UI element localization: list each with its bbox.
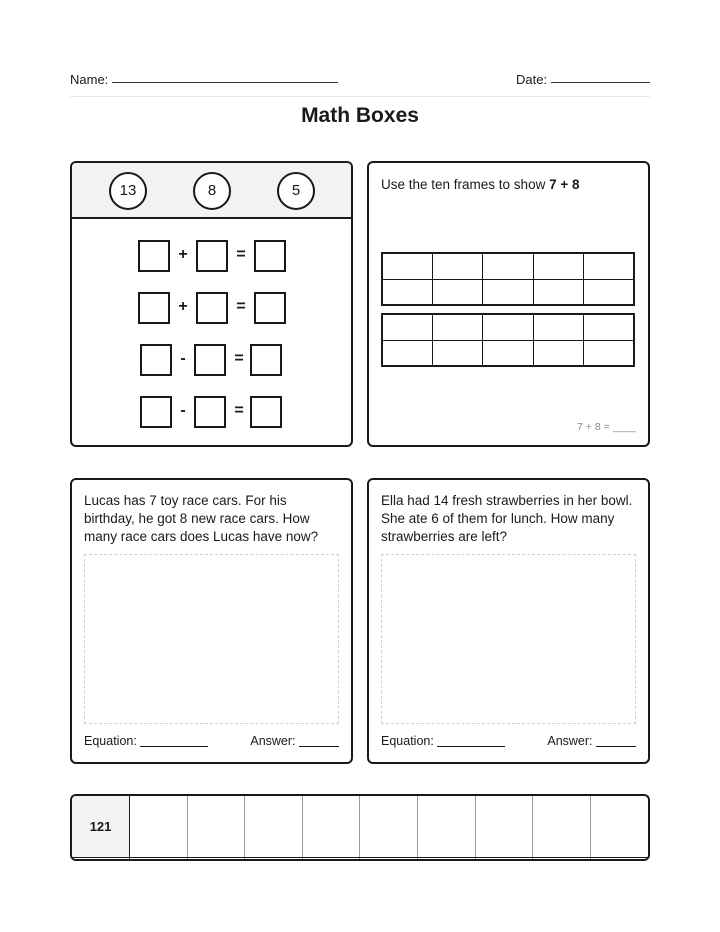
- header-divider: [70, 96, 650, 97]
- number-cell[interactable]: [533, 796, 591, 857]
- number-cell[interactable]: [130, 857, 188, 859]
- work-area[interactable]: [84, 554, 339, 724]
- number-cell[interactable]: [245, 796, 303, 857]
- number-cell[interactable]: [187, 857, 245, 859]
- number-cell[interactable]: [187, 796, 245, 857]
- answer-field[interactable]: Answer:: [250, 734, 339, 748]
- equals-sign: =: [236, 298, 246, 315]
- number-cell[interactable]: [533, 857, 591, 859]
- number-cell[interactable]: [130, 796, 188, 857]
- answer-box[interactable]: [194, 344, 226, 376]
- plus-sign: +: [178, 298, 188, 315]
- word-problem-card: [70, 478, 353, 764]
- number-circle: 8: [193, 172, 231, 210]
- number-chart-start: 121: [72, 796, 130, 857]
- number-cell[interactable]: [72, 857, 130, 859]
- answer-box[interactable]: [138, 292, 170, 324]
- word-problem-text: Lucas has 7 toy race cars. For his birthday, he got 8 new race cars. How many race cars does Lucas have now?: [84, 493, 319, 544]
- number-circle: 13: [109, 172, 147, 210]
- minus-sign: -: [180, 402, 186, 419]
- number-cell[interactable]: [475, 796, 533, 857]
- equation-field[interactable]: Equation:: [84, 734, 208, 748]
- answer-box[interactable]: [194, 396, 226, 428]
- equation-field[interactable]: Equation:: [381, 734, 505, 748]
- equals-sign: =: [234, 350, 244, 367]
- name-field[interactable]: [112, 82, 338, 83]
- answer-field[interactable]: Answer:: [547, 734, 636, 748]
- number-cell[interactable]: [590, 857, 648, 859]
- worksheet-header: [70, 70, 650, 94]
- fact-family-card: [70, 161, 353, 447]
- answer-box[interactable]: [254, 240, 286, 272]
- date-label: Date:: [516, 72, 548, 87]
- date-field[interactable]: [551, 82, 650, 83]
- answer-box[interactable]: [250, 396, 282, 428]
- number-cell[interactable]: [418, 857, 476, 859]
- ten-frames-answer-line: 7 + 8 = ____: [577, 421, 636, 433]
- equals-sign: =: [234, 402, 244, 419]
- word-problem-text: Ella had 14 fresh strawberries in her bowl. She ate 6 of them for lunch. How many strawberries are left?: [381, 493, 633, 544]
- answer-box[interactable]: [254, 292, 286, 324]
- number-circle: 5: [277, 172, 315, 210]
- ten-frame: [381, 313, 635, 367]
- number-cell[interactable]: [418, 796, 476, 857]
- equation-row: [140, 396, 284, 428]
- answer-box[interactable]: [138, 240, 170, 272]
- equation-row: [138, 292, 286, 324]
- answer-box[interactable]: [196, 240, 228, 272]
- number-cell[interactable]: [360, 857, 418, 859]
- number-cell[interactable]: [245, 857, 303, 859]
- minus-sign: -: [180, 350, 186, 367]
- word-problem-card: [367, 478, 650, 764]
- number-cell[interactable]: [302, 857, 360, 859]
- answer-box[interactable]: [140, 396, 172, 428]
- number-cell[interactable]: [302, 796, 360, 857]
- work-area[interactable]: [381, 554, 636, 724]
- plus-sign: +: [178, 246, 188, 263]
- number-cell[interactable]: [475, 857, 533, 859]
- page-title: Math Boxes: [301, 104, 419, 127]
- number-cell[interactable]: [360, 796, 418, 857]
- number-bar: [72, 163, 351, 219]
- ten-frames-prompt: Use the ten frames to show 7 + 8: [381, 177, 580, 192]
- ten-frames-card: [367, 161, 650, 447]
- equals-sign: =: [236, 246, 246, 263]
- number-cell[interactable]: [590, 796, 648, 857]
- equation-row: [138, 240, 286, 272]
- answer-box[interactable]: [196, 292, 228, 324]
- answer-box[interactable]: [140, 344, 172, 376]
- prompt-expression: 7 + 8: [549, 177, 580, 192]
- number-chart: [70, 794, 650, 861]
- ten-frame: [381, 252, 635, 306]
- name-label: Name:: [70, 72, 109, 87]
- equation-row: [140, 344, 284, 376]
- answer-box[interactable]: [250, 344, 282, 376]
